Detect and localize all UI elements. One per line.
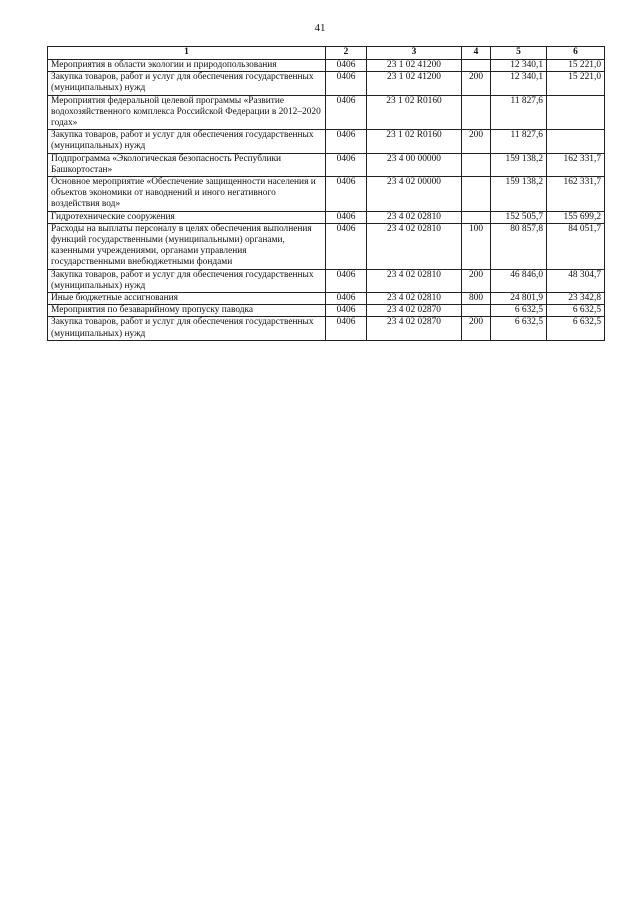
amount-col6-cell: 6 632,5: [547, 305, 605, 317]
target-article-cell: 23 4 02 02810: [367, 223, 462, 269]
amount-col6-cell: 6 632,5: [547, 317, 605, 340]
target-article-cell: 23 1 02 R0160: [367, 95, 462, 130]
section-code-cell: 0406: [326, 269, 367, 292]
section-code-cell: 0406: [326, 305, 367, 317]
section-code-cell: 0406: [326, 95, 367, 130]
amount-col5-cell: 159 138,2: [491, 177, 547, 212]
amount-col5-cell: 12 340,1: [491, 72, 547, 95]
target-article-cell: 23 4 02 02870: [367, 305, 462, 317]
amount-col5-cell: 11 827,6: [491, 130, 547, 153]
table-row: [48, 223, 605, 269]
section-code-cell: 0406: [326, 177, 367, 212]
table-row: [48, 72, 605, 95]
expense-name-cell: Закупка товаров, работ и услуг для обеспечения государственных (муниципальных) нужд: [48, 130, 326, 153]
expense-type-cell: [462, 211, 491, 223]
amount-col5-cell: 46 846,0: [491, 269, 547, 292]
amount-col6-cell: 15 221,0: [547, 72, 605, 95]
table-row: [48, 95, 605, 130]
expense-name-cell: Гидротехнические сооружения: [48, 211, 326, 223]
table-row: [48, 293, 605, 305]
amount-col6-cell: 15 221,0: [547, 60, 605, 72]
target-article-cell: 23 4 02 02810: [367, 269, 462, 292]
section-code-cell: 0406: [326, 130, 367, 153]
header-cell: 3: [367, 47, 462, 60]
expense-type-cell: 100: [462, 223, 491, 269]
expense-name-cell: Мероприятия в области экологии и природопользования: [48, 60, 326, 72]
amount-col6-cell: [547, 95, 605, 130]
section-code-cell: 0406: [326, 60, 367, 72]
amount-col5-cell: 24 801,9: [491, 293, 547, 305]
header-cell: 1: [48, 47, 326, 60]
expense-type-cell: 200: [462, 72, 491, 95]
page-number: 41: [314, 22, 326, 34]
expense-type-cell: 200: [462, 130, 491, 153]
expense-type-cell: [462, 153, 491, 176]
target-article-cell: 23 4 00 00000: [367, 153, 462, 176]
table-row: [48, 317, 605, 340]
amount-col5-cell: 6 632,5: [491, 305, 547, 317]
target-article-cell: 23 4 02 02810: [367, 211, 462, 223]
amount-col5-cell: 11 827,6: [491, 95, 547, 130]
section-code-cell: 0406: [326, 293, 367, 305]
amount-col5-cell: 80 857,8: [491, 223, 547, 269]
target-article-cell: 23 1 02 R0160: [367, 130, 462, 153]
expense-name-cell: Мероприятия по безаварийному пропуску паводка: [48, 305, 326, 317]
amount-col5-cell: 152 505,7: [491, 211, 547, 223]
target-article-cell: 23 4 02 00000: [367, 177, 462, 212]
amount-col6-cell: [547, 130, 605, 153]
expense-type-cell: [462, 60, 491, 72]
header-cell: 4: [462, 47, 491, 60]
section-code-cell: 0406: [326, 223, 367, 269]
expense-name-cell: Закупка товаров, работ и услуг для обеспечения государственных (муниципальных) нужд: [48, 72, 326, 95]
table-row: [48, 177, 605, 212]
expense-name-cell: Закупка товаров, работ и услуг для обеспечения государственных (муниципальных) нужд: [48, 269, 326, 292]
section-code-cell: 0406: [326, 153, 367, 176]
amount-col5-cell: 159 138,2: [491, 153, 547, 176]
target-article-cell: 23 1 02 41200: [367, 72, 462, 95]
expense-type-cell: [462, 177, 491, 212]
amount-col5-cell: 12 340,1: [491, 60, 547, 72]
amount-col6-cell: 162 331,7: [547, 153, 605, 176]
section-code-cell: 0406: [326, 317, 367, 340]
header-cell: 5: [491, 47, 547, 60]
table-row: [48, 211, 605, 223]
amount-col5-cell: 6 632,5: [491, 317, 547, 340]
expense-type-cell: 800: [462, 293, 491, 305]
expense-type-cell: 200: [462, 269, 491, 292]
table-row: [48, 269, 605, 292]
header-cell: 6: [547, 47, 605, 60]
amount-col6-cell: 162 331,7: [547, 177, 605, 212]
amount-col6-cell: 84 051,7: [547, 223, 605, 269]
header-cell: 2: [326, 47, 367, 60]
section-code-cell: 0406: [326, 211, 367, 223]
amount-col6-cell: 155 699,2: [547, 211, 605, 223]
expense-name-cell: Расходы на выплаты персоналу в целях обеспечения выполнения функций государственными (муниципальными) органами, казенными учреждениями, органами управления государственными внебюджетными фондами: [48, 223, 326, 269]
target-article-cell: 23 4 02 02810: [367, 293, 462, 305]
expense-name-cell: Иные бюджетные ассигнования: [48, 293, 326, 305]
expense-name-cell: Мероприятия федеральной целевой программы «Развитие водохозяйственного комплекса Российской Федерации в 2012–2020 годах»: [48, 95, 326, 130]
table-row: [48, 153, 605, 176]
budget-table: [47, 46, 605, 341]
table-row: [48, 305, 605, 317]
expense-name-cell: Закупка товаров, работ и услуг для обеспечения государственных (муниципальных) нужд: [48, 317, 326, 340]
amount-col6-cell: 48 304,7: [547, 269, 605, 292]
target-article-cell: 23 4 02 02870: [367, 317, 462, 340]
expense-type-cell: 200: [462, 317, 491, 340]
amount-col6-cell: 23 342,8: [547, 293, 605, 305]
table-row: [48, 60, 605, 72]
header-row: [48, 47, 605, 60]
section-code-cell: 0406: [326, 72, 367, 95]
expense-type-cell: [462, 95, 491, 130]
expense-type-cell: [462, 305, 491, 317]
target-article-cell: 23 1 02 41200: [367, 60, 462, 72]
expense-name-cell: Подпрограмма «Экологическая безопасность Республики Башкортостан»: [48, 153, 326, 176]
expense-name-cell: Основное мероприятие «Обеспечение защищенности населения и объектов экономики от наводнений и иного негативного воздействия вод»: [48, 177, 326, 212]
table-row: [48, 130, 605, 153]
